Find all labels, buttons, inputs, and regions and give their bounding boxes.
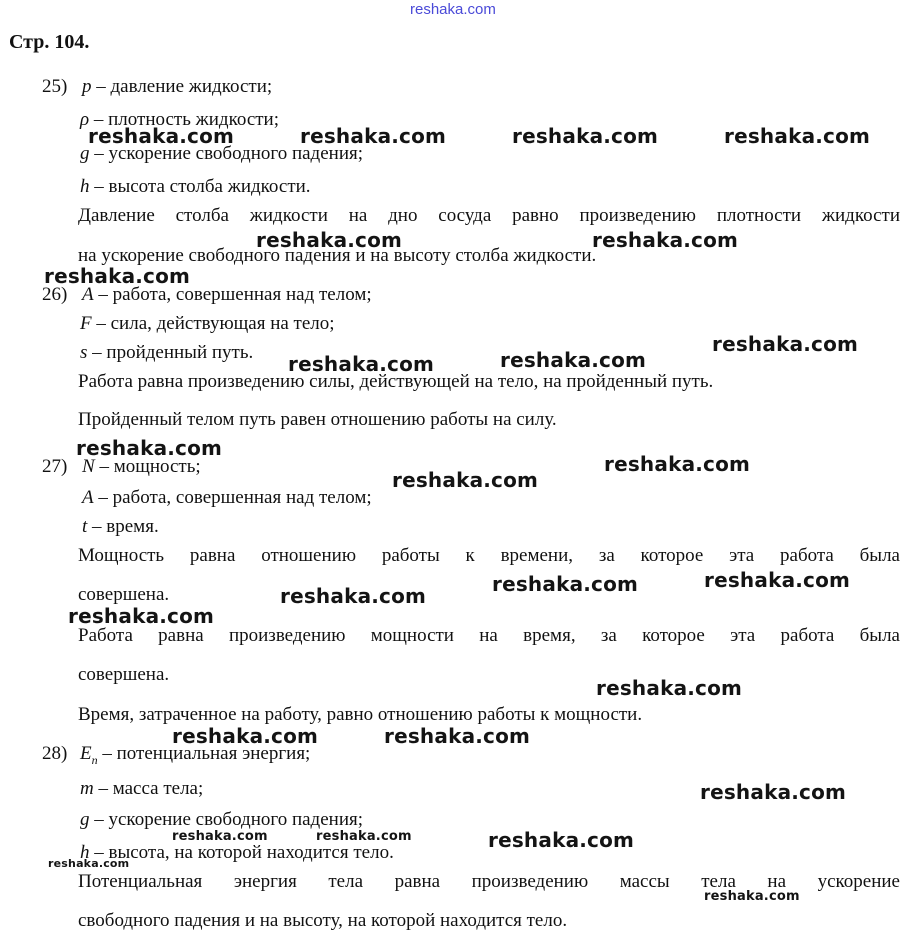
watermark: reshaka.com: [712, 332, 859, 356]
watermark: reshaka.com: [256, 228, 403, 252]
watermark: reshaka.com: [172, 829, 268, 844]
definition-line: p – давление жидкости;: [82, 76, 273, 97]
item-number: 27): [42, 456, 68, 477]
watermark: reshaka.com: [488, 828, 635, 852]
definition-line: A – работа, совершенная над телом;: [82, 487, 372, 508]
definition-line: g – ускорение свободного падения;: [80, 143, 364, 164]
watermark: reshaka.com: [316, 829, 412, 844]
watermark: reshaka.com: [596, 676, 743, 700]
watermark: reshaka.com: [700, 780, 847, 804]
watermark: reshaka.com: [724, 124, 871, 148]
watermark: reshaka.com: [384, 724, 531, 748]
definition-line: h – высота столба жидкости.: [80, 176, 311, 197]
watermark: reshaka.com: [592, 228, 739, 252]
definition-line: s – пройденный путь.: [80, 342, 254, 363]
paragraph: совершена.: [78, 584, 170, 605]
watermark: reshaka.com: [48, 857, 130, 870]
definition-line: t – время.: [82, 516, 159, 537]
watermark: reshaka.com: [288, 352, 435, 376]
paragraph: Пройденный телом путь равен отношению работы на силу.: [78, 409, 557, 430]
watermark: reshaka.com: [280, 584, 427, 608]
watermark: reshaka.com: [604, 452, 751, 476]
definition-line: $E_п$ – потенциальная энергия;: [80, 743, 311, 767]
watermark: reshaka.com: [492, 572, 639, 596]
watermark: reshaka.com: [172, 724, 319, 748]
paragraph: совершена.: [78, 664, 170, 685]
paragraph: Время, затраченное на работу, равно отношению работы к мощности.: [78, 704, 643, 725]
watermark: reshaka.com: [392, 468, 539, 492]
paragraph: Давление столба жидкости на дно сосуда равно произведению плотности жидкости: [78, 205, 900, 226]
watermark: reshaka.com: [500, 348, 647, 372]
paragraph: на ускорение свободного падения и на высоту столба жидкости.: [78, 245, 597, 266]
watermark: reshaka.com: [88, 124, 235, 148]
paragraph: Мощность равна отношению работы к времени, за которое эта работа была: [78, 545, 900, 566]
watermark: reshaka.com: [68, 604, 215, 628]
definition-line: ρ – плотность жидкости;: [80, 109, 280, 130]
paragraph: Потенциальная энергия тела равна произведению массы тела на ускорение: [78, 871, 900, 892]
definition-line: F – сила, действующая на тело;: [80, 313, 335, 334]
watermark: reshaka.com: [76, 436, 223, 460]
item-number: 28): [42, 743, 68, 764]
watermark: reshaka.com: [704, 889, 800, 904]
item-number: 26): [42, 284, 68, 305]
site-header-link[interactable]: reshaka.com: [410, 1, 496, 18]
definition-line: N – мощность;: [82, 456, 201, 477]
definition-line: m – масса тела;: [80, 778, 204, 799]
watermark: reshaka.com: [44, 264, 191, 288]
definition-line: g – ускорение свободного падения;: [80, 809, 364, 830]
watermark: reshaka.com: [704, 568, 851, 592]
paragraph: Работа равна произведению мощности на время, за которое эта работа была: [78, 625, 900, 646]
definition-line: A – работа, совершенная над телом;: [82, 284, 372, 305]
paragraph: свободного падения и на высоту, на которой находится тело.: [78, 910, 568, 931]
watermark: reshaka.com: [300, 124, 447, 148]
watermark: reshaka.com: [512, 124, 659, 148]
definition-line: h – высота, на которой находится тело.: [80, 842, 394, 863]
page-title: Стр. 104.: [9, 31, 90, 53]
paragraph: Работа равна произведению силы, действующей на тело, на пройденный путь.: [78, 371, 714, 392]
item-number: 25): [42, 76, 68, 97]
